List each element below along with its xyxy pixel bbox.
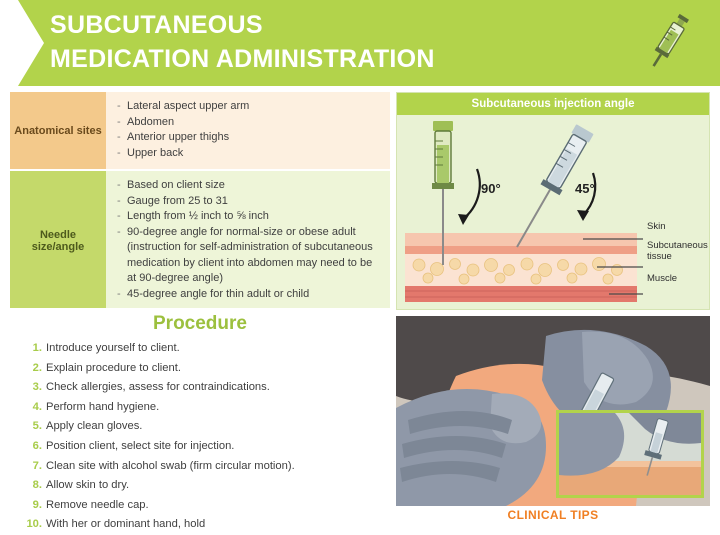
list-item: - Anterior upper thighs <box>116 130 382 146</box>
procedure-section <box>10 308 390 531</box>
injection-photo-inset <box>556 410 704 498</box>
list-item: - Based on client size <box>116 178 382 194</box>
layer-label-skin: Skin <box>647 221 666 232</box>
page-title-line2: MEDICATION ADMINISTRATION <box>50 45 435 73</box>
injection-angle-panel <box>396 92 710 310</box>
row-content-needle-size-angle <box>106 171 390 310</box>
layer-label-subcutaneous-tissue: Subcutaneous tissue <box>647 240 708 262</box>
list-item: Allow skin to dry. <box>46 479 130 492</box>
procedure-title: Procedure <box>153 313 247 334</box>
row-label-needle-size-angle: Needle size/angle <box>10 171 106 310</box>
angle-label-90: 90° <box>481 181 501 196</box>
inset-illustration <box>559 413 701 495</box>
injection-photo <box>396 316 710 506</box>
page-title <box>50 8 610 76</box>
angle-label-45: 45° <box>575 181 595 196</box>
list-item: Position client, select site for injection. <box>46 439 235 452</box>
list-item: - Upper back <box>116 146 382 162</box>
list-item: Explain procedure to client. <box>46 361 181 374</box>
page-header <box>0 0 720 86</box>
list-item: - 45-degree angle for thin adult or child <box>116 287 382 303</box>
list-item: - Abdomen <box>116 115 382 131</box>
list-item: Clean site with alcohol swab (firm circular motion). <box>46 459 295 472</box>
procedure-steps <box>10 339 390 535</box>
clinical-tips-title: CLINICAL TIPS <box>507 508 599 522</box>
list-item: - Gauge from 25 to 31 <box>116 194 382 210</box>
reference-table <box>10 92 390 310</box>
list-item: Apply clean gloves. <box>46 420 143 433</box>
row-content-anatomical-sites <box>106 92 390 169</box>
header-arrow-shape <box>0 0 44 86</box>
list-item: With her or dominant hand, hold <box>46 518 206 531</box>
list-item: Remove needle cap. <box>46 498 149 511</box>
list-item: - 90-degree angle for normal-size or obese adult (instruction for self-administration of subcutaneous medication by client into abdomen may need to be at 90-degree angle) <box>116 225 382 287</box>
injection-angle-title: Subcutaneous injection angle <box>397 93 709 115</box>
table-row <box>10 171 390 310</box>
row-label-anatomical-sites: Anatomical sites <box>10 92 106 169</box>
table-row <box>10 92 390 171</box>
list-item: - Length from ½ inch to ⅝ inch <box>116 209 382 225</box>
layer-label-muscle: Muscle <box>647 273 678 284</box>
list-item: Check allergies, assess for contraindications. <box>46 381 270 394</box>
list-item: - Lateral aspect upper arm <box>116 99 382 115</box>
list-item: Introduce yourself to client. <box>46 342 180 354</box>
list-item: Perform hand hygiene. <box>46 400 160 413</box>
page-title-line1: SUBCUTANEOUS <box>50 11 263 39</box>
syringe-icon <box>638 8 698 76</box>
